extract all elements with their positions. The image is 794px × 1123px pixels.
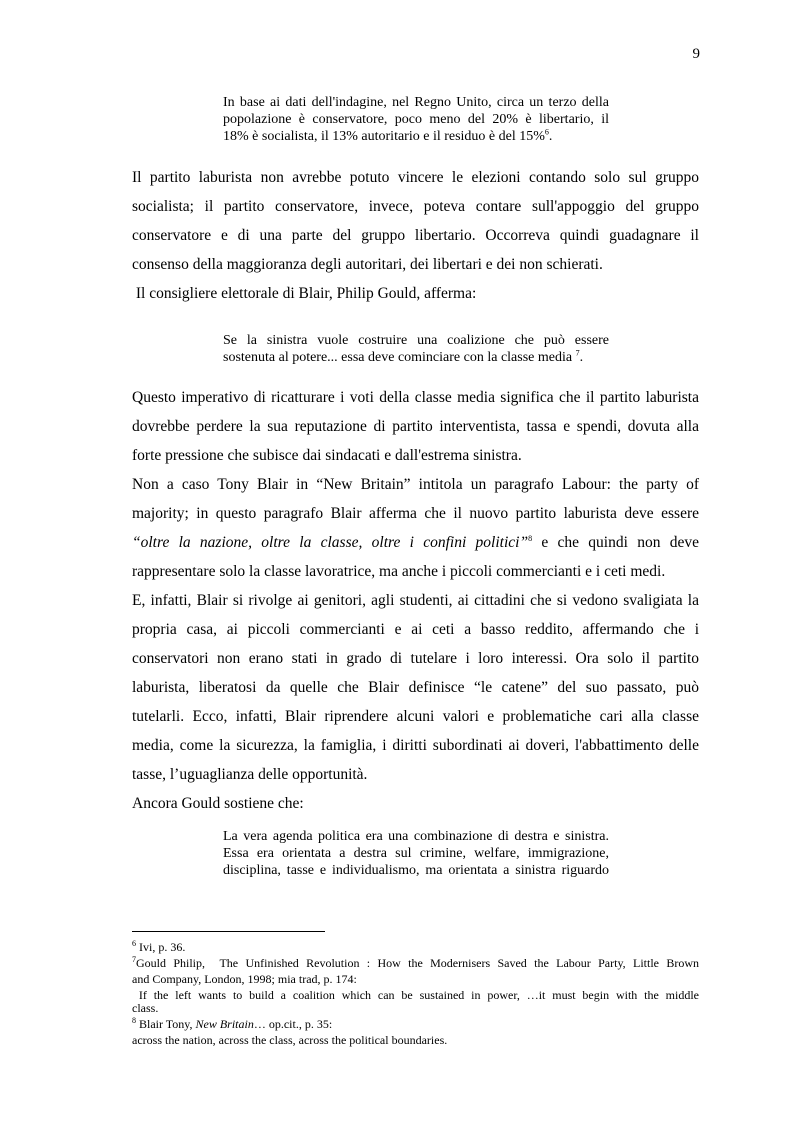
body-line: E, infatti, Blair si rivolge ai genitori, agli studenti, ai cittadini che si vedono svaligiata la xyxy=(132,592,699,609)
body-line: propria casa, ai piccoli commercianti e ai ceti a basso reddito, affermando che i xyxy=(132,621,699,638)
footnote-ref-6[interactable]: 6 xyxy=(544,127,549,137)
body-line: dovrebbe perdere la sua reputazione di partito interventista, tassa e spendi, dovuta alla xyxy=(132,418,699,435)
footnote-7-translation-cont: class. xyxy=(132,1001,159,1015)
quote-line: 18% è socialista, il 13% autoritario e il residuo è del 15%$^6$. xyxy=(223,127,553,144)
body-line: laburista, liberatosi da quelle che Blair definisce “le catene” del suo passato, può xyxy=(132,679,699,696)
body-line: conservatore e di una parte del gruppo libertario. Occorreva quindi guadagnare il xyxy=(132,227,699,244)
body-line: Ancora Gould sostiene che: xyxy=(132,795,304,812)
block-quote-agenda xyxy=(223,828,609,879)
block-quote-gould xyxy=(223,332,609,366)
body-line: Non a caso Tony Blair in “New Britain” intitola un paragrafo Labour: the party of xyxy=(132,476,699,493)
body-line: forte pressione che subisce dai sindacati e dall'estrema sinistra. xyxy=(132,447,522,464)
footnote-separator xyxy=(132,931,325,932)
footnote-8: $^8$ Blair Tony, New Britain… op.cit., p. 35: xyxy=(132,1016,333,1031)
quote-line: Essa era orientata a destra sul crimine, welfare, immigrazione, xyxy=(223,846,609,861)
body-line: “oltre la nazione, oltre la classe, oltre i confini politici”$^8$ e che quindi non deve xyxy=(132,533,699,551)
footnote-7-translation: If the left wants to build a coalition which can be sustained in power, …it must begin with the middle xyxy=(132,988,699,1002)
body-line: majority; in questo paragrafo Blair afferma che il nuovo partito laburista deve essere xyxy=(132,505,699,522)
body-line: Il partito laburista non avrebbe potuto vincere le elezioni contando solo sul gruppo xyxy=(132,169,699,186)
footnote-8-translation: across the nation, across the class, across the political boundaries. xyxy=(132,1033,448,1047)
italic-quote: “oltre la nazione, oltre la classe, oltre i confini politici” xyxy=(132,534,529,551)
block-quote-survey xyxy=(223,94,609,145)
body-line: Il consigliere elettorale di Blair, Philip Gould, afferma: xyxy=(132,285,477,302)
body-line: socialista; il partito conservatore, invece, poteva contare sull'appoggio del gruppo xyxy=(132,198,699,215)
body-paragraph-middle-class xyxy=(132,383,699,818)
footnote-7: $^7$Gould Philip, The Unfinished Revolution : How the Modernisers Saved the Labour Party, Little Brown xyxy=(132,955,699,970)
footnote-7-cont: and Company, London, 1998; mia trad, p. 174: xyxy=(132,972,357,986)
footnote-ref-7[interactable]: 7 xyxy=(575,348,580,358)
page-number: 9 xyxy=(692,46,700,62)
quote-line: popolazione è conservatore, poco meno del 20% è libertario, il xyxy=(223,112,609,127)
body-line: conservatori non erano stati in grado di tutelare i loro interessi. Ora solo il partito xyxy=(132,650,699,667)
body-line: tasse, l’uguaglianza delle opportunità. xyxy=(132,766,368,783)
footnote-6: $^6$ Ivi, p. 36. xyxy=(132,939,186,954)
body-line: consenso della maggioranza degli autoritari, dei libertari e dei non schierati. xyxy=(132,256,603,273)
body-line: tutelarli. Ecco, infatti, Blair riprendere alcuni valori e problematiche cari alla classe xyxy=(132,708,699,725)
quote-line: La vera agenda politica era una combinazione di destra e sinistra. xyxy=(223,829,609,844)
body-paragraph-labour xyxy=(132,163,699,308)
body-line: media, come la sicurezza, la famiglia, i diritti subordinati ai doveri, l'abbattimento delle xyxy=(132,737,699,754)
footnotes xyxy=(132,939,699,1048)
body-line: rappresentare solo la classe lavoratrice, ma anche i piccoli commercianti e i ceti medi. xyxy=(132,563,666,580)
quote-line: Se la sinistra vuole costruire una coalizione che può essere xyxy=(223,333,609,348)
body-line: Questo imperativo di ricatturare i voti della classe media significa che il partito laburista xyxy=(132,389,699,406)
quote-line: disciplina, tasse e individualismo, ma orientata a sinistra riguardo xyxy=(223,863,609,878)
footnote-ref-8[interactable]: 8 xyxy=(528,533,533,543)
quote-line: sostenuta al potere... essa deve cominciare con la classe media $^7$. xyxy=(223,348,584,365)
quote-line: In base ai dati dell'indagine, nel Regno Unito, circa un terzo della xyxy=(223,95,609,110)
